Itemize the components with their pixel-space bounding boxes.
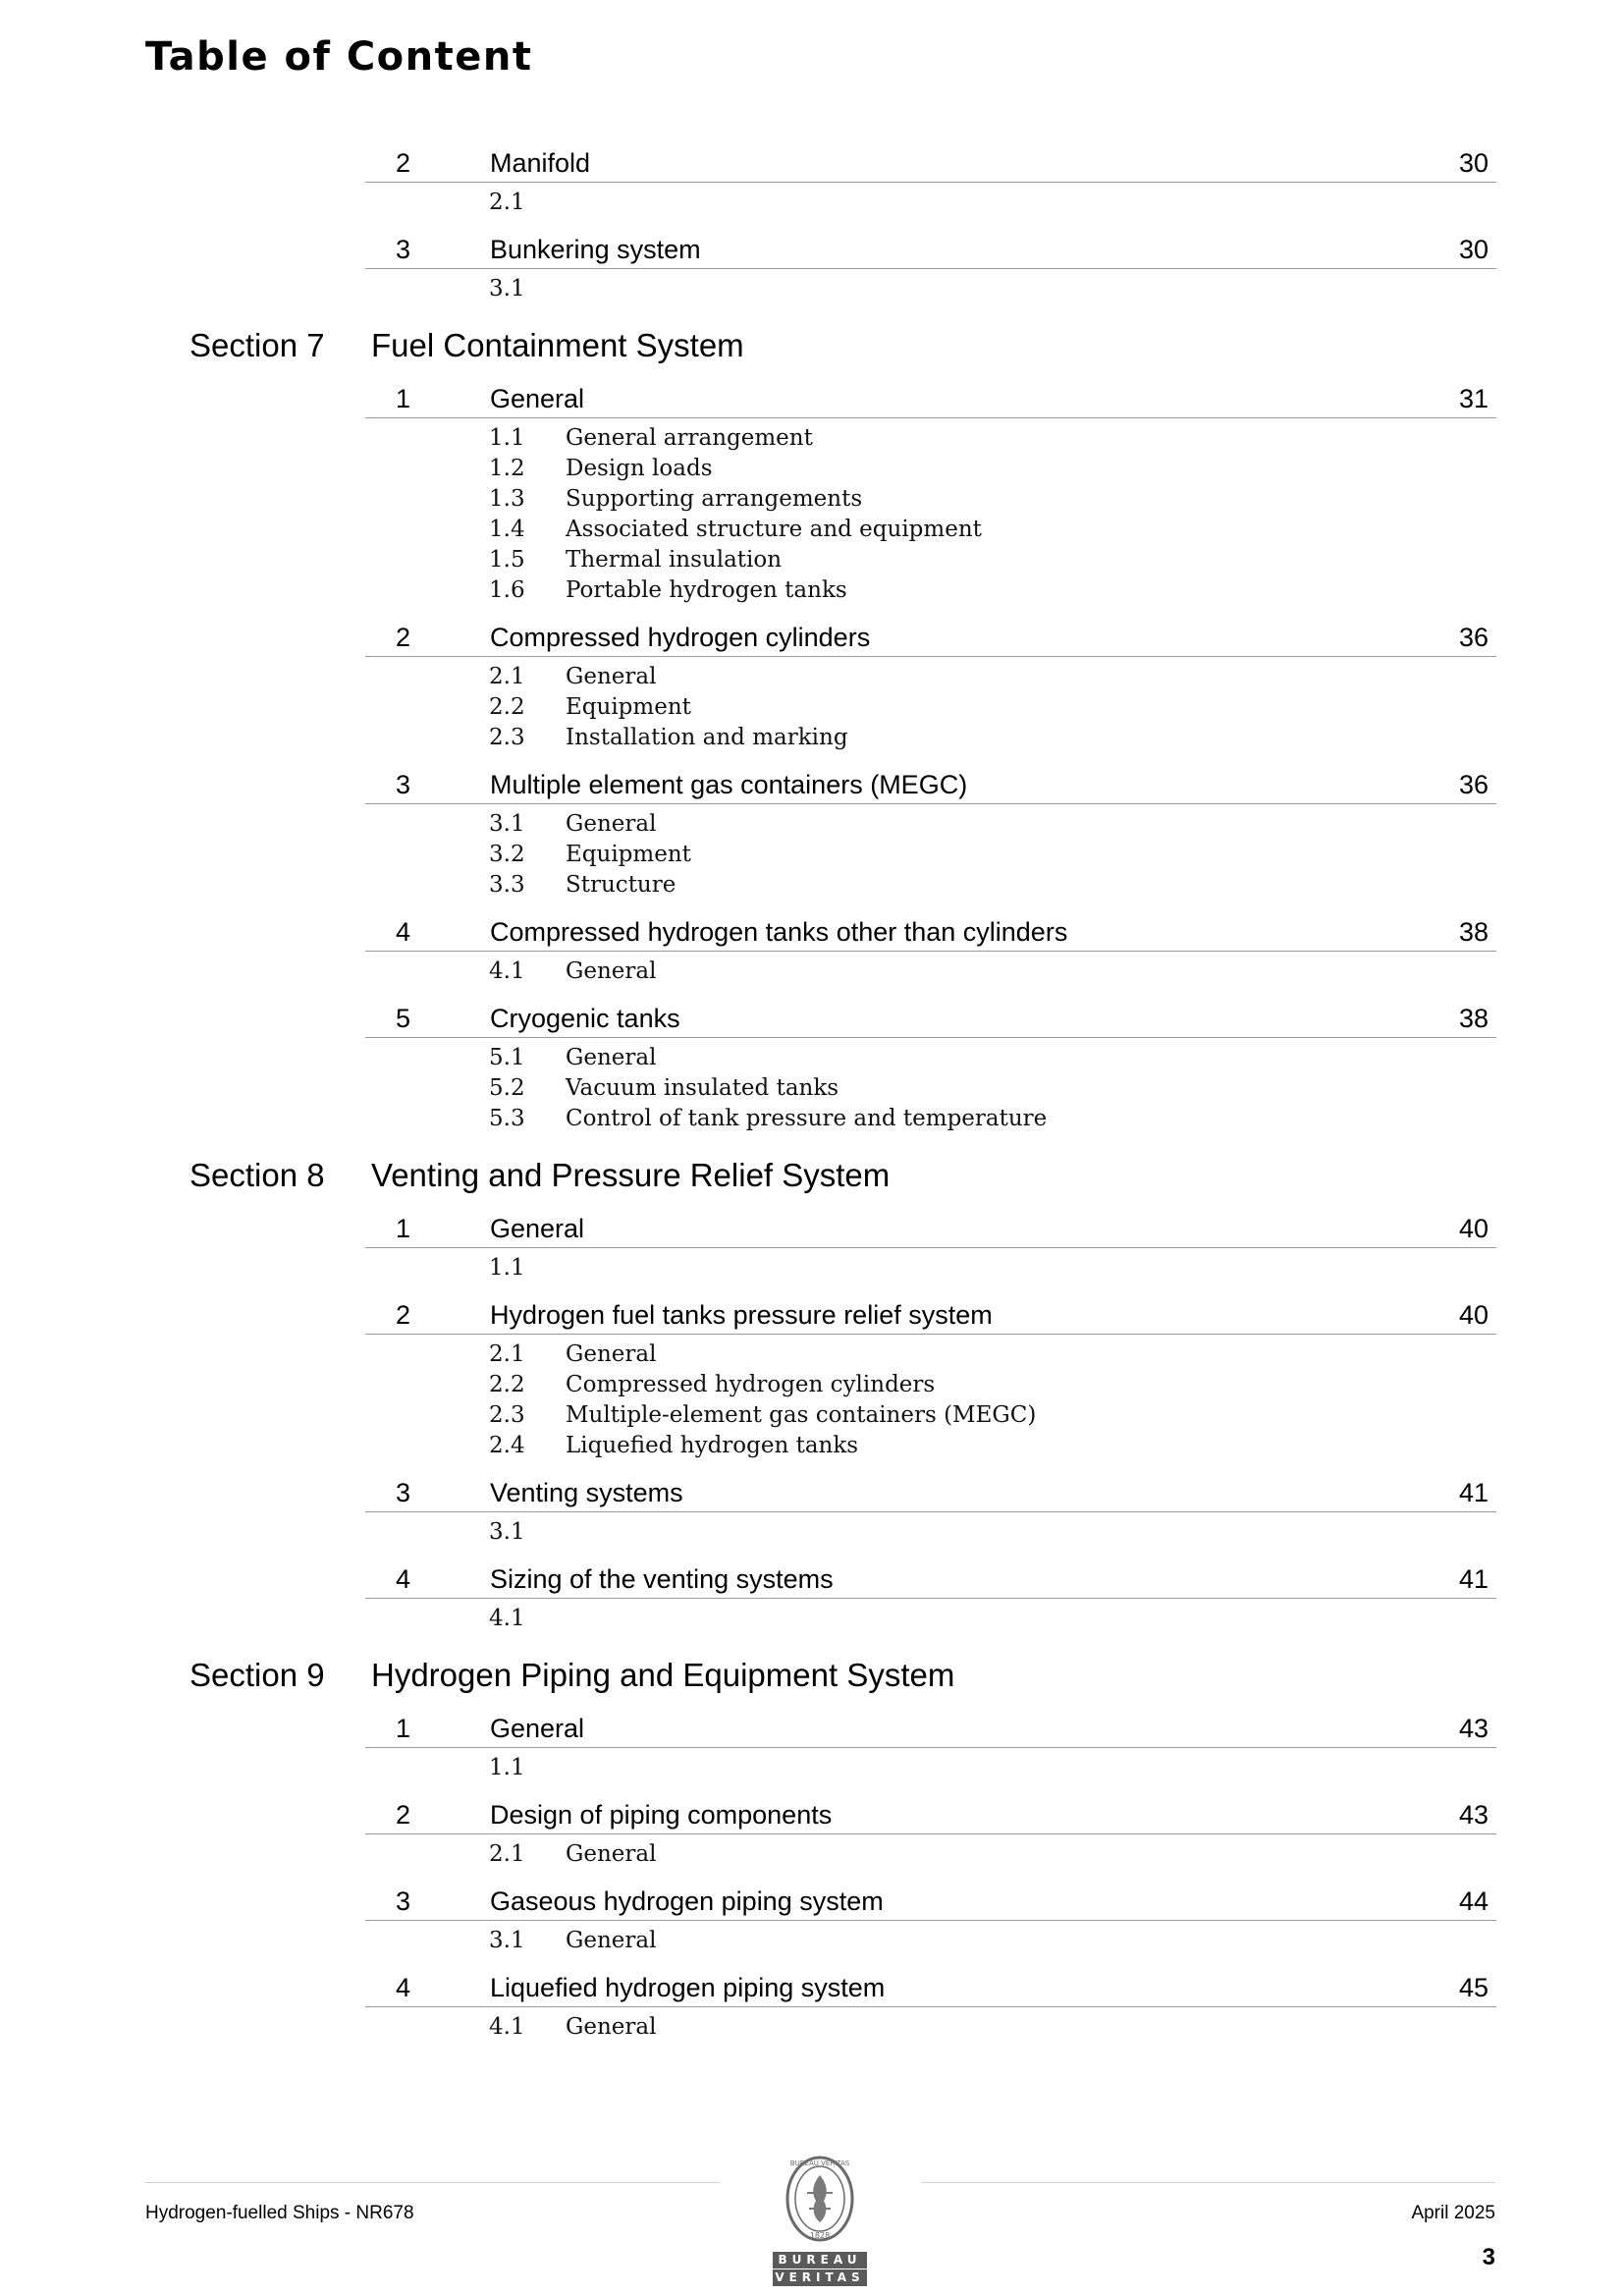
subarticle-item[interactable]	[489, 1043, 1623, 1073]
subarticle-item[interactable]	[489, 840, 1623, 870]
article-title[interactable]: Design of piping components	[490, 1800, 833, 1830]
subarticle-item[interactable]	[489, 515, 1623, 545]
article-title[interactable]: Multiple element gas containers (MEGC)	[490, 770, 968, 799]
section-heading	[0, 316, 1623, 373]
subarticle-number: 3.1	[489, 1928, 525, 1953]
subarticle-item[interactable]	[489, 1400, 1623, 1431]
article-title[interactable]: Compressed hydrogen tanks other than cylinders	[490, 917, 1068, 947]
article-title[interactable]: Compressed hydrogen cylinders	[490, 623, 871, 652]
subarticle-list	[489, 804, 1623, 906]
subarticle-list	[489, 1248, 1623, 1289]
subarticle-title: Control of tank pressure and temperature	[566, 1106, 1048, 1131]
section-heading	[0, 1146, 1623, 1203]
subarticle-item[interactable]	[489, 484, 1623, 515]
subarticle-list	[489, 657, 1623, 759]
page-number: 3	[1482, 2244, 1495, 2270]
subarticle-title: General	[566, 811, 657, 837]
table-of-contents	[0, 137, 1623, 2049]
article-title[interactable]: General	[490, 1214, 585, 1243]
article-number: 3	[396, 235, 411, 264]
subarticle-number: 5.2	[489, 1075, 525, 1101]
subarticle-item[interactable]	[489, 1253, 1623, 1284]
subarticle-list	[489, 1512, 1623, 1554]
toc-section	[0, 1146, 1623, 1640]
article-number: 1	[396, 1714, 411, 1743]
subarticle-number: 3.1	[489, 276, 525, 301]
subarticle-number: 5.1	[489, 1045, 525, 1070]
article-number: 4	[396, 917, 411, 947]
subarticle-title: Vacuum insulated tanks	[566, 1075, 839, 1101]
article-title[interactable]: Manifold	[490, 148, 591, 178]
subarticle-title: Compressed hydrogen cylinders	[566, 1372, 936, 1397]
article-page-number: 41	[1458, 1564, 1488, 1594]
subarticle-list	[489, 269, 1623, 310]
article-row[interactable]	[365, 1467, 1496, 1512]
article-number: 3	[396, 1886, 411, 1916]
subarticle-title: General	[566, 1045, 657, 1070]
subarticle-item[interactable]	[489, 870, 1623, 901]
article-row[interactable]	[365, 1203, 1496, 1248]
subarticle-number: 1.1	[489, 1755, 525, 1780]
article-page-number: 31	[1458, 384, 1488, 413]
article-page-number: 40	[1458, 1300, 1488, 1330]
subarticle-number: 2.1	[489, 1341, 525, 1367]
article-title[interactable]: Bunkering system	[490, 235, 701, 264]
subarticle-item[interactable]	[489, 662, 1623, 692]
subarticle-title: General	[566, 1928, 657, 1953]
article-page-number: 40	[1458, 1214, 1488, 1243]
subarticle-item[interactable]	[489, 957, 1623, 987]
article-number: 1	[396, 384, 411, 413]
bureau-veritas-logo	[771, 2154, 869, 2286]
subarticle-title: General	[566, 1341, 657, 1367]
article-page-number: 38	[1458, 1004, 1488, 1033]
subarticle-list	[489, 952, 1623, 993]
article-row[interactable]	[365, 759, 1496, 804]
subarticle-number: 4.1	[489, 2014, 525, 2040]
subarticle-item[interactable]	[489, 1431, 1623, 1461]
bureau-veritas-seal-icon	[784, 2154, 856, 2244]
section-title[interactable]: Hydrogen Piping and Equipment System	[371, 1657, 955, 1693]
article-page-number: 30	[1458, 235, 1488, 264]
logo-text-bureau: BUREAU	[773, 2252, 867, 2269]
page-title: Table of Content	[145, 34, 533, 80]
toc-section	[0, 137, 1623, 310]
subarticle-title: Liquefied hydrogen tanks	[566, 1433, 859, 1458]
subarticle-number: 1.5	[489, 547, 525, 573]
article-row[interactable]	[365, 993, 1496, 1038]
seal-year-text: 1828	[809, 2231, 831, 2240]
section-label: Section 8	[189, 1157, 325, 1193]
seal-top-text: BUREAU VERITAS	[789, 2159, 850, 2167]
footer-date: April 2025	[1411, 2203, 1495, 2223]
subarticle-title: Equipment	[566, 842, 691, 867]
article-title[interactable]: Sizing of the venting systems	[490, 1564, 834, 1594]
subarticle-title: General	[566, 664, 657, 689]
article-row[interactable]	[365, 137, 1496, 183]
subarticle-number: 4.1	[489, 958, 525, 984]
subarticle-list	[489, 418, 1623, 612]
subarticle-item[interactable]	[489, 1604, 1623, 1634]
section-label: Section 9	[189, 1657, 325, 1693]
article-page-number: 43	[1458, 1714, 1488, 1743]
subarticle-title: Portable hydrogen tanks	[566, 577, 847, 603]
subarticle-item[interactable]	[489, 809, 1623, 840]
subarticle-item[interactable]	[489, 2012, 1623, 2043]
subarticle-item[interactable]	[489, 188, 1623, 218]
subarticle-list	[489, 1921, 1623, 1962]
article-number: 2	[396, 1800, 411, 1830]
subarticle-title: Supporting arrangements	[566, 486, 863, 512]
article-title[interactable]: General	[490, 1714, 585, 1743]
article-row[interactable]	[365, 906, 1496, 952]
subarticle-item[interactable]	[489, 1370, 1623, 1400]
subarticle-item[interactable]	[489, 1104, 1623, 1134]
subarticle-number: 2.4	[489, 1433, 525, 1458]
subarticle-title: Multiple-element gas containers (MEGC)	[566, 1402, 1037, 1428]
subarticle-list	[489, 2007, 1623, 2049]
article-title[interactable]: Gaseous hydrogen piping system	[490, 1886, 884, 1916]
subarticle-item[interactable]	[489, 575, 1623, 606]
section-label: Section 7	[189, 327, 325, 363]
section-title[interactable]: Fuel Containment System	[371, 327, 744, 363]
subarticle-item[interactable]	[489, 1517, 1623, 1548]
article-number: 2	[396, 623, 411, 652]
article-number: 2	[396, 148, 411, 178]
subarticle-item[interactable]	[489, 723, 1623, 753]
article-page-number: 44	[1458, 1886, 1488, 1916]
subarticle-number: 2.3	[489, 1402, 525, 1428]
article-row[interactable]	[365, 1789, 1496, 1834]
article-number: 4	[396, 1564, 411, 1594]
article-row[interactable]	[365, 1962, 1496, 2007]
article-row[interactable]	[365, 1703, 1496, 1748]
subarticle-list	[489, 1038, 1623, 1140]
logo-text-veritas: VERITAS	[773, 2269, 867, 2286]
subarticle-number: 1.3	[489, 486, 525, 512]
subarticle-number: 2.1	[489, 190, 525, 215]
subarticle-item[interactable]	[489, 1839, 1623, 1870]
subarticle-number: 3.1	[489, 1519, 525, 1545]
article-row[interactable]	[365, 1876, 1496, 1921]
article-number: 2	[396, 1300, 411, 1330]
article-number: 3	[396, 770, 411, 799]
subarticle-title: Thermal insulation	[566, 547, 783, 573]
subarticle-title: Associated structure and equipment	[566, 517, 982, 542]
subarticle-number: 2.3	[489, 725, 525, 750]
article-title[interactable]: Liquefied hydrogen piping system	[490, 1973, 886, 2002]
subarticle-item[interactable]	[489, 454, 1623, 484]
subarticle-item[interactable]	[489, 1926, 1623, 1956]
subarticle-number: 2.2	[489, 1372, 525, 1397]
article-row[interactable]	[365, 373, 1496, 418]
toc-section	[0, 316, 1623, 1140]
section-title[interactable]: Venting and Pressure Relief System	[371, 1157, 891, 1193]
subarticle-list	[489, 1599, 1623, 1640]
subarticle-title: General	[566, 958, 657, 984]
subarticle-list	[489, 1335, 1623, 1467]
subarticle-title: General	[566, 2014, 657, 2040]
article-title[interactable]: Hydrogen fuel tanks pressure relief system	[490, 1300, 993, 1330]
subarticle-number: 5.3	[489, 1106, 525, 1131]
subarticle-item[interactable]	[489, 1339, 1623, 1370]
article-title[interactable]: Cryogenic tanks	[490, 1004, 680, 1033]
article-page-number: 36	[1458, 770, 1488, 799]
subarticle-title: Equipment	[566, 694, 691, 720]
article-row[interactable]	[365, 1554, 1496, 1599]
subarticle-item[interactable]	[489, 1753, 1623, 1783]
subarticle-number: 3.2	[489, 842, 525, 867]
article-title[interactable]: General	[490, 384, 585, 413]
subarticle-list	[489, 183, 1623, 224]
article-page-number: 38	[1458, 917, 1488, 947]
subarticle-number: 1.4	[489, 517, 525, 542]
subarticle-title: General	[566, 1841, 657, 1867]
article-page-number: 41	[1458, 1478, 1488, 1507]
article-page-number: 30	[1458, 148, 1488, 178]
subarticle-number: 3.1	[489, 811, 525, 837]
footer-rule-left	[145, 2182, 720, 2183]
subarticle-item[interactable]	[489, 692, 1623, 723]
subarticle-title: General arrangement	[566, 425, 813, 451]
article-number: 3	[396, 1478, 411, 1507]
subarticle-item[interactable]	[489, 423, 1623, 454]
toc-section	[0, 1646, 1623, 2049]
subarticle-title: Installation and marking	[566, 725, 848, 750]
article-title[interactable]: Venting systems	[490, 1478, 683, 1507]
article-page-number: 43	[1458, 1800, 1488, 1830]
article-row[interactable]	[365, 224, 1496, 269]
subarticle-list	[489, 1748, 1623, 1789]
subarticle-number: 2.2	[489, 694, 525, 720]
subarticle-number: 4.1	[489, 1606, 525, 1631]
subarticle-title: Design loads	[566, 456, 713, 481]
section-heading	[0, 1646, 1623, 1703]
subarticle-list	[489, 1834, 1623, 1876]
article-page-number: 45	[1458, 1973, 1488, 2002]
article-page-number: 36	[1458, 623, 1488, 652]
subarticle-title: Structure	[566, 872, 676, 898]
subarticle-number: 2.1	[489, 1841, 525, 1867]
article-row[interactable]	[365, 612, 1496, 657]
footer-document-title: Hydrogen-fuelled Ships - NR678	[145, 2203, 414, 2223]
footer-rule-right	[921, 2182, 1495, 2183]
subarticle-item[interactable]	[489, 545, 1623, 575]
article-number: 1	[396, 1214, 411, 1243]
article-row[interactable]	[365, 1289, 1496, 1335]
article-number: 5	[396, 1004, 411, 1033]
subarticle-number: 1.1	[489, 425, 525, 451]
subarticle-item[interactable]	[489, 274, 1623, 304]
subarticle-number: 1.2	[489, 456, 525, 481]
subarticle-number: 2.1	[489, 664, 525, 689]
subarticle-number: 1.6	[489, 577, 525, 603]
subarticle-number: 1.1	[489, 1255, 525, 1281]
article-number: 4	[396, 1973, 411, 2002]
subarticle-number: 3.3	[489, 872, 525, 898]
subarticle-item[interactable]	[489, 1073, 1623, 1104]
